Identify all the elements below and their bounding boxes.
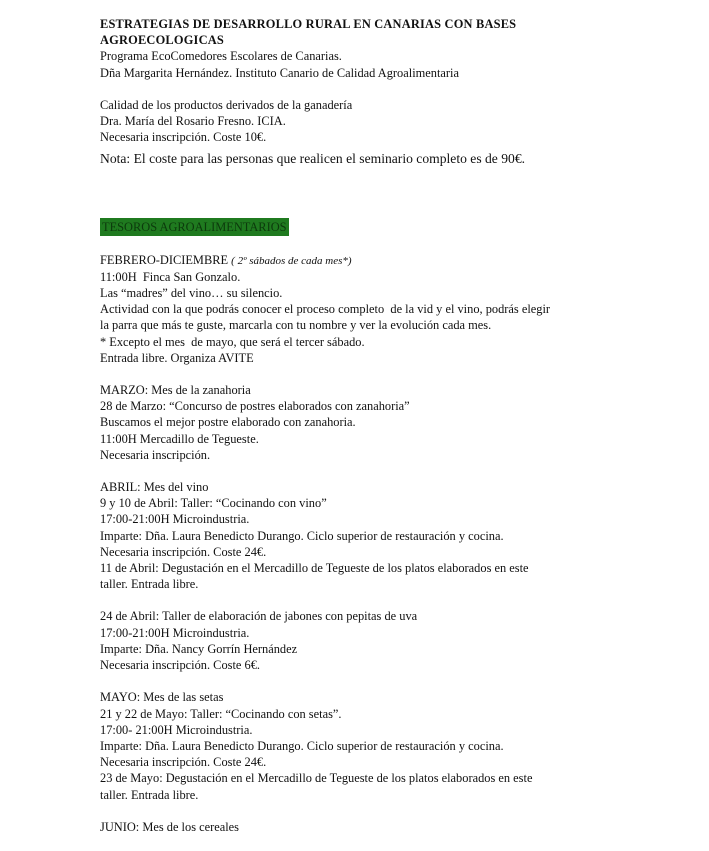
month-title-mayo: MAYO: Mes de las setas [100,690,224,705]
heading-line-1: ESTRATEGIAS DE DESARROLLO RURAL EN CANARIAS CON BASES [100,17,517,31]
text-line: 17:00-21:00H Microindustria. [100,512,250,527]
text-line: 23 de Mayo: Degustación en el Mercadillo de Tegueste de los platos elaborados en este [100,771,533,786]
text-line: Necesaria inscripción. Coste 24€. [100,544,267,559]
month-title-abril: ABRIL: Mes del vino [100,480,209,495]
febrero-note: ( 2º sábados de cada mes*) [231,254,352,267]
spacer [100,366,660,382]
text-line: 24 de Abril: Taller de elaboración de jabones con pepitas de uva [100,609,418,624]
text-line: la parra que más te guste, marcarla con tu nombre y ver la evolución cada mes. [100,318,492,333]
text-line: taller. Entrada libre. [100,577,199,592]
text-line: 17:00- 21:00H Microindustria. [100,722,253,737]
text-line: 21 y 22 de Mayo: Taller: “Cocinando con setas”. [100,706,342,721]
text-line: Imparte: Dña. Laura Benedicto Durango. Ciclo superior de restauración y cocina. [100,528,504,543]
text-line: Las “madres” del vino… su silencio. [100,286,283,301]
text-line: Necesaria inscripción. Coste 24€. [100,755,267,770]
text-line: Dña Margarita Hernández. Instituto Canario de Calidad Agroalimentaria [100,65,459,80]
spacer [100,168,660,218]
text-line: 11 de Abril: Degustación en el Mercadillo de Tegueste de los platos elaborados en este [100,561,529,576]
cost-note: Nota: El coste para las personas que realicen el seminario completo es de 90€. [100,151,526,167]
spacer [100,81,660,97]
text-line: Programa EcoComedores Escolares de Canarias. [100,49,342,64]
month-title-marzo: MARZO: Mes de la zanahoria [100,383,251,398]
febrero-title: FEBRERO-DICIEMBRE [100,252,232,267]
month-title-junio: JUNIO: Mes de los cereales [100,819,240,834]
spacer [100,592,660,608]
section-title-wrap [100,218,660,236]
spacer [100,236,660,252]
section-title-highlighted: TESOROS AGROALIMENTARIOS [102,219,287,234]
text-line: 9 y 10 de Abril: Taller: “Cocinando con vino” [100,496,327,511]
text-line: taller. Entrada libre. [100,787,199,802]
febrero-title-line [100,252,660,269]
text-line: Imparte: Dña. Laura Benedicto Durango. Ciclo superior de restauración y cocina. [100,738,504,753]
text-line: 17:00-21:00H Microindustria. [100,625,250,640]
text-line: Calidad de los productos derivados de la ganadería [100,97,353,112]
text-line: * Excepto el mes de mayo, que será el tercer sábado. [100,334,365,349]
text-line: Actividad con la que podrás conocer el proceso completo de la vid y el vino, podrás elegir [100,302,551,317]
text-line: Necesaria inscripción. Coste 6€. [100,658,260,673]
text-line: 11:00H Mercadillo de Tegueste. [100,431,259,446]
document-page [100,16,660,835]
spacer [100,803,660,819]
text-line: Buscamos el mejor postre elaborado con zanahoria. [100,415,356,430]
heading-line-2: AGROECOLOGICAS [100,33,224,48]
text-line: Necesaria inscripción. Coste 10€. [100,130,267,145]
spacer [100,673,660,689]
text-line: Dra. María del Rosario Fresno. ICIA. [100,114,286,129]
text-line: 28 de Marzo: “Concurso de postres elaborados con zanahoria” [100,399,410,414]
spacer [100,463,660,479]
text-line: Necesaria inscripción. [100,447,211,462]
text-line: Imparte: Dña. Nancy Gorrín Hernández [100,641,298,656]
text-line: Entrada libre. Organiza AVITE [100,350,254,365]
text-line: 11:00H Finca San Gonzalo. [100,269,241,284]
